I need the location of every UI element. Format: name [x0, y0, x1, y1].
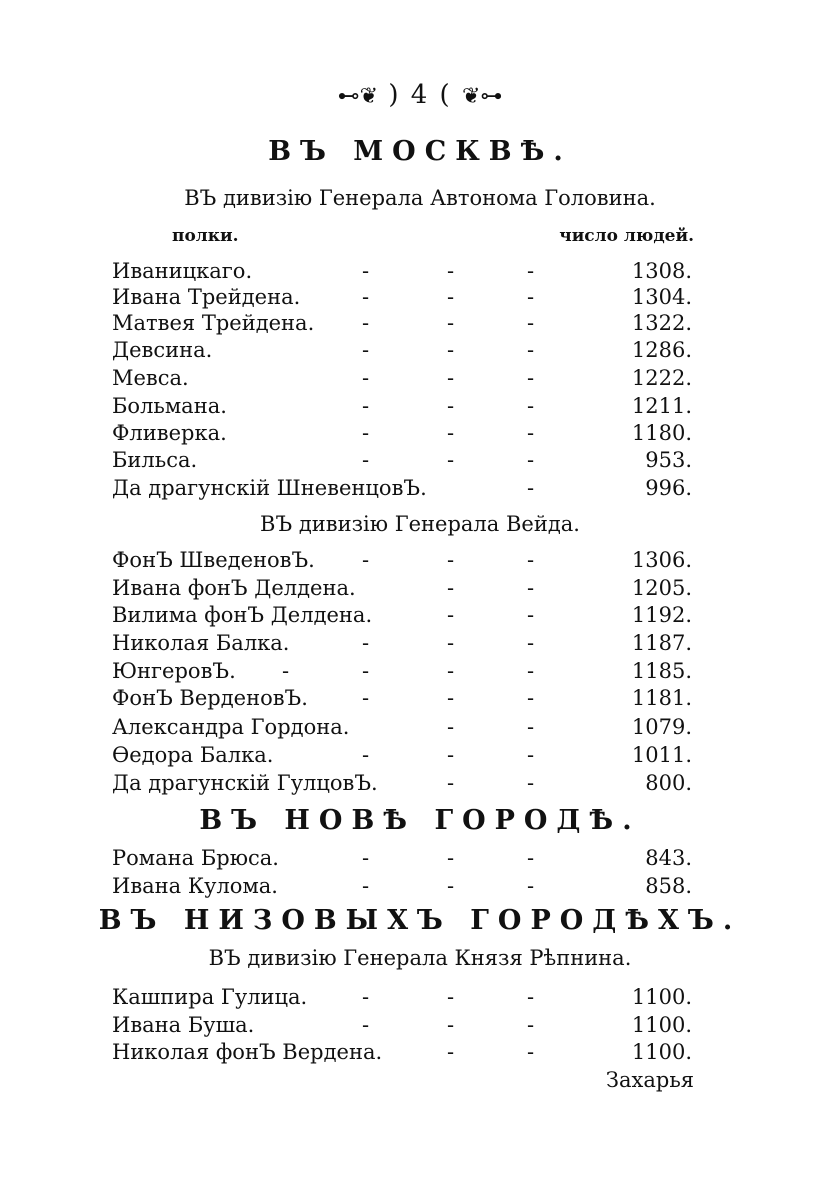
troop-count: 1180.	[631, 421, 692, 445]
dash: -	[447, 366, 455, 390]
troop-count: 1304.	[631, 285, 692, 309]
troop-count: 1205.	[631, 576, 692, 600]
troop-count: 1100.	[631, 1013, 692, 1037]
dash: -	[447, 285, 455, 309]
table-row	[112, 285, 692, 313]
dash: -	[527, 311, 535, 335]
dash: -	[362, 548, 370, 572]
dash: -	[447, 743, 455, 767]
dash: -	[527, 548, 535, 572]
city-heading-moscow: ВЪ МОСКВѢ.	[268, 136, 572, 167]
dash: -	[447, 846, 455, 870]
dash: -	[447, 259, 455, 283]
table-row	[112, 659, 692, 687]
dash: -	[447, 448, 455, 472]
regiment-name: ФонЪ ШведеновЪ.	[112, 548, 315, 572]
troop-count: 1222.	[631, 366, 692, 390]
dash: -	[282, 659, 290, 683]
regiment-name: Иваницкаго.	[112, 259, 253, 283]
troop-count: 996.	[645, 476, 692, 500]
table-row	[112, 338, 692, 366]
troop-count: 1185.	[631, 659, 692, 683]
dash: -	[362, 338, 370, 362]
dash: -	[527, 421, 535, 445]
table-row	[112, 476, 692, 504]
dash: -	[447, 686, 455, 710]
dash: -	[527, 285, 535, 309]
regiment-name: Ивана Буша.	[112, 1013, 255, 1037]
dash: -	[527, 743, 535, 767]
dash: -	[447, 1013, 455, 1037]
troop-count: 1211.	[631, 394, 692, 418]
dash: -	[362, 631, 370, 655]
regiment-name: Девсина.	[112, 338, 213, 362]
regiment-name: Ѳедора Балка.	[112, 743, 274, 767]
dash: -	[527, 1040, 535, 1064]
table-row	[112, 686, 692, 714]
ornament-left-icon: ⊷❦	[337, 84, 379, 109]
dash: -	[362, 985, 370, 1009]
column-header-count: число людей.	[559, 226, 694, 246]
dash: -	[447, 603, 455, 627]
dash: -	[447, 1040, 455, 1064]
regiment-name: Николая фонЪ Вердена.	[112, 1040, 383, 1064]
dash: -	[447, 771, 455, 795]
dash: -	[527, 715, 535, 739]
table-row	[112, 448, 692, 476]
dash: -	[527, 394, 535, 418]
dash: -	[447, 985, 455, 1009]
dash: -	[527, 338, 535, 362]
regiment-name: Ивана фонЪ Делдена.	[112, 576, 356, 600]
dash: -	[362, 743, 370, 767]
table-row	[112, 421, 692, 449]
dash: -	[527, 603, 535, 627]
troop-count: 1322.	[631, 311, 692, 335]
city-heading-lower-towns: ВЪ НИЗОВЫХЪ ГОРОДѢХЪ.	[98, 905, 742, 936]
table-row	[112, 743, 692, 771]
troop-count: 1079.	[631, 715, 692, 739]
dash: -	[362, 366, 370, 390]
dash: -	[527, 771, 535, 795]
page-header	[0, 80, 840, 110]
dash: -	[447, 338, 455, 362]
troop-count: 843.	[645, 846, 692, 870]
troop-count: 953.	[645, 448, 692, 472]
dash: -	[447, 394, 455, 418]
dash: -	[527, 686, 535, 710]
catchword: Захарья	[605, 1068, 694, 1092]
table-row	[112, 548, 692, 576]
troop-count: 1187.	[631, 631, 692, 655]
regiment-name: Кашпира Гулица.	[112, 985, 308, 1009]
regiment-name: Ивана Кулома.	[112, 874, 278, 898]
table-row	[112, 311, 692, 339]
troop-count: 858.	[645, 874, 692, 898]
table-row	[112, 985, 692, 1013]
column-header-regiments: полки.	[172, 226, 239, 246]
dash: -	[447, 659, 455, 683]
dash: -	[527, 259, 535, 283]
troop-count: 800.	[645, 771, 692, 795]
dash: -	[527, 631, 535, 655]
regiment-name: Фливерка.	[112, 421, 227, 445]
regiment-name: ФонЪ ВерденовЪ.	[112, 686, 308, 710]
dash: -	[527, 576, 535, 600]
division-heading-repnin: ВЪ дивизію Генерала Князя Рѣпнина.	[208, 946, 632, 970]
regiment-name: Да драгунскій ГулцовЪ.	[112, 771, 378, 795]
dash: -	[447, 421, 455, 445]
table-row	[112, 771, 692, 799]
dash: -	[362, 394, 370, 418]
regiment-name: Ивана Трейдена.	[112, 285, 301, 309]
regiment-name: Да драгунскій ШневенцовЪ.	[112, 476, 427, 500]
dash: -	[527, 476, 535, 500]
troop-count: 1308.	[631, 259, 692, 283]
dash: -	[447, 576, 455, 600]
table-row	[112, 259, 692, 287]
table-row	[112, 366, 692, 394]
regiment-name: Николая Балка.	[112, 631, 290, 655]
dash: -	[527, 846, 535, 870]
table-row	[112, 1013, 692, 1041]
table-row	[112, 576, 692, 604]
troop-count: 1306.	[631, 548, 692, 572]
troop-count: 1181.	[631, 686, 692, 710]
division-heading-veid: ВЪ дивизію Генерала Вейда.	[260, 512, 580, 536]
dash: -	[362, 259, 370, 283]
table-row	[112, 715, 692, 743]
troop-count: 1011.	[631, 743, 692, 767]
dash: -	[362, 659, 370, 683]
dash: -	[527, 366, 535, 390]
dash: -	[447, 548, 455, 572]
regiment-name: Больмана.	[112, 394, 227, 418]
table-row	[112, 603, 692, 631]
table-row	[112, 394, 692, 422]
dash: -	[447, 715, 455, 739]
table-row	[112, 631, 692, 659]
regiment-name: Мевса.	[112, 366, 189, 390]
dash: -	[447, 311, 455, 335]
ornament-right-icon: ❦⊶	[461, 84, 503, 109]
regiment-name: Александра Гордона.	[112, 715, 350, 739]
dash: -	[362, 686, 370, 710]
dash: -	[362, 448, 370, 472]
dash: -	[527, 1013, 535, 1037]
troop-count: 1100.	[631, 1040, 692, 1064]
page-number: ) 4 (	[388, 80, 452, 110]
dash: -	[447, 874, 455, 898]
troop-count: 1286.	[631, 338, 692, 362]
dash: -	[362, 874, 370, 898]
dash: -	[447, 631, 455, 655]
regiment-name: Бильса.	[112, 448, 198, 472]
dash: -	[527, 985, 535, 1009]
dash: -	[362, 1013, 370, 1037]
troop-count: 1100.	[631, 985, 692, 1009]
dash: -	[527, 659, 535, 683]
dash: -	[362, 311, 370, 335]
division-heading-golovin: ВЪ дивизію Генерала Автонома Головина.	[184, 186, 656, 210]
regiment-name: Матвея Трейдена.	[112, 311, 315, 335]
table-row	[112, 846, 692, 874]
table-row	[112, 874, 692, 902]
regiment-name: ЮнгеровЪ.	[112, 659, 236, 683]
table-row	[112, 1040, 692, 1068]
dash: -	[527, 448, 535, 472]
city-heading-novgorod: ВЪ НОВѢ ГОРОДѢ.	[199, 805, 641, 836]
regiment-name: Вилима фонЪ Делдена.	[112, 603, 373, 627]
dash: -	[362, 285, 370, 309]
regiment-name: Романа Брюса.	[112, 846, 279, 870]
dash: -	[362, 421, 370, 445]
dash: -	[362, 846, 370, 870]
dash: -	[527, 874, 535, 898]
troop-count: 1192.	[631, 603, 692, 627]
